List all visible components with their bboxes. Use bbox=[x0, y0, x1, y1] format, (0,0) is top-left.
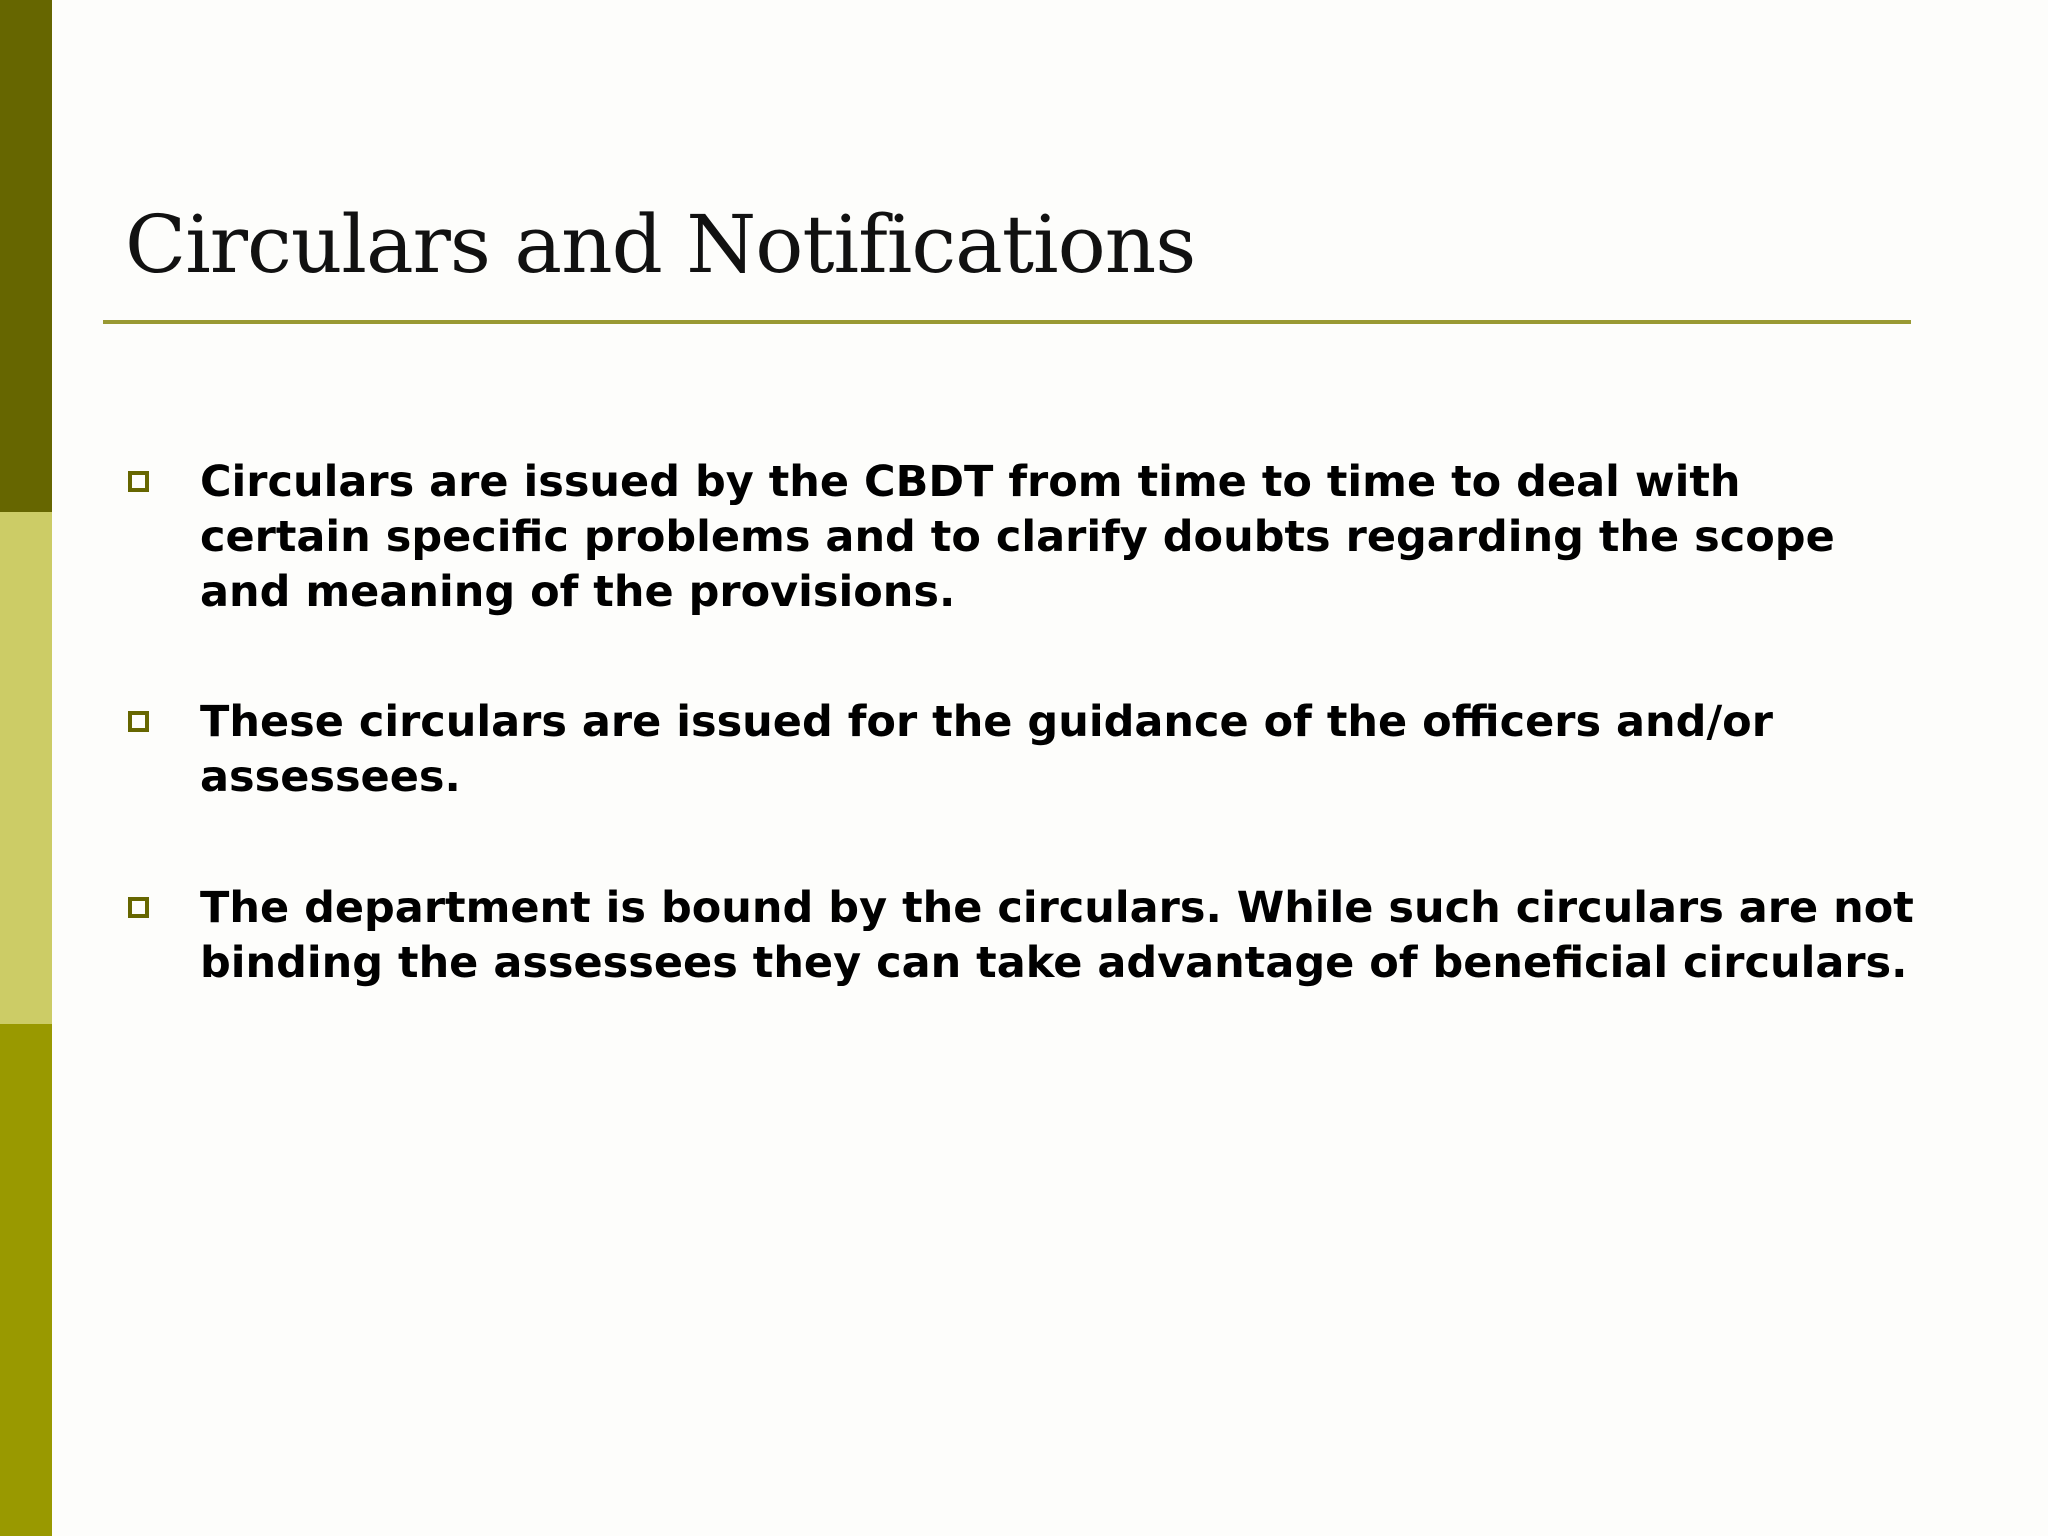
left-accent-bar bbox=[0, 0, 52, 1536]
square-bullet-icon bbox=[128, 471, 149, 492]
title-underline bbox=[103, 320, 1911, 324]
square-bullet-icon bbox=[128, 897, 149, 918]
bullet-text: Circulars are issued by the CBDT from time to time to deal with certain specific problems and to clarify doubts regarding the scope and meaning of the provisions. bbox=[200, 457, 1835, 617]
accent-bar-top-segment bbox=[0, 0, 52, 512]
bullet-text: The department is bound by the circulars. While such circulars are not binding the assessees they can take advantage of beneficial circulars. bbox=[200, 883, 1914, 988]
bullet-text: These circulars are issued for the guidance of the officers and/or assessees. bbox=[200, 697, 1773, 802]
slide-title: Circulars and Notifications bbox=[125, 198, 1196, 291]
accent-bar-middle-segment bbox=[0, 512, 52, 1024]
accent-bar-bottom-segment bbox=[0, 1024, 52, 1536]
square-bullet-icon bbox=[128, 711, 149, 732]
